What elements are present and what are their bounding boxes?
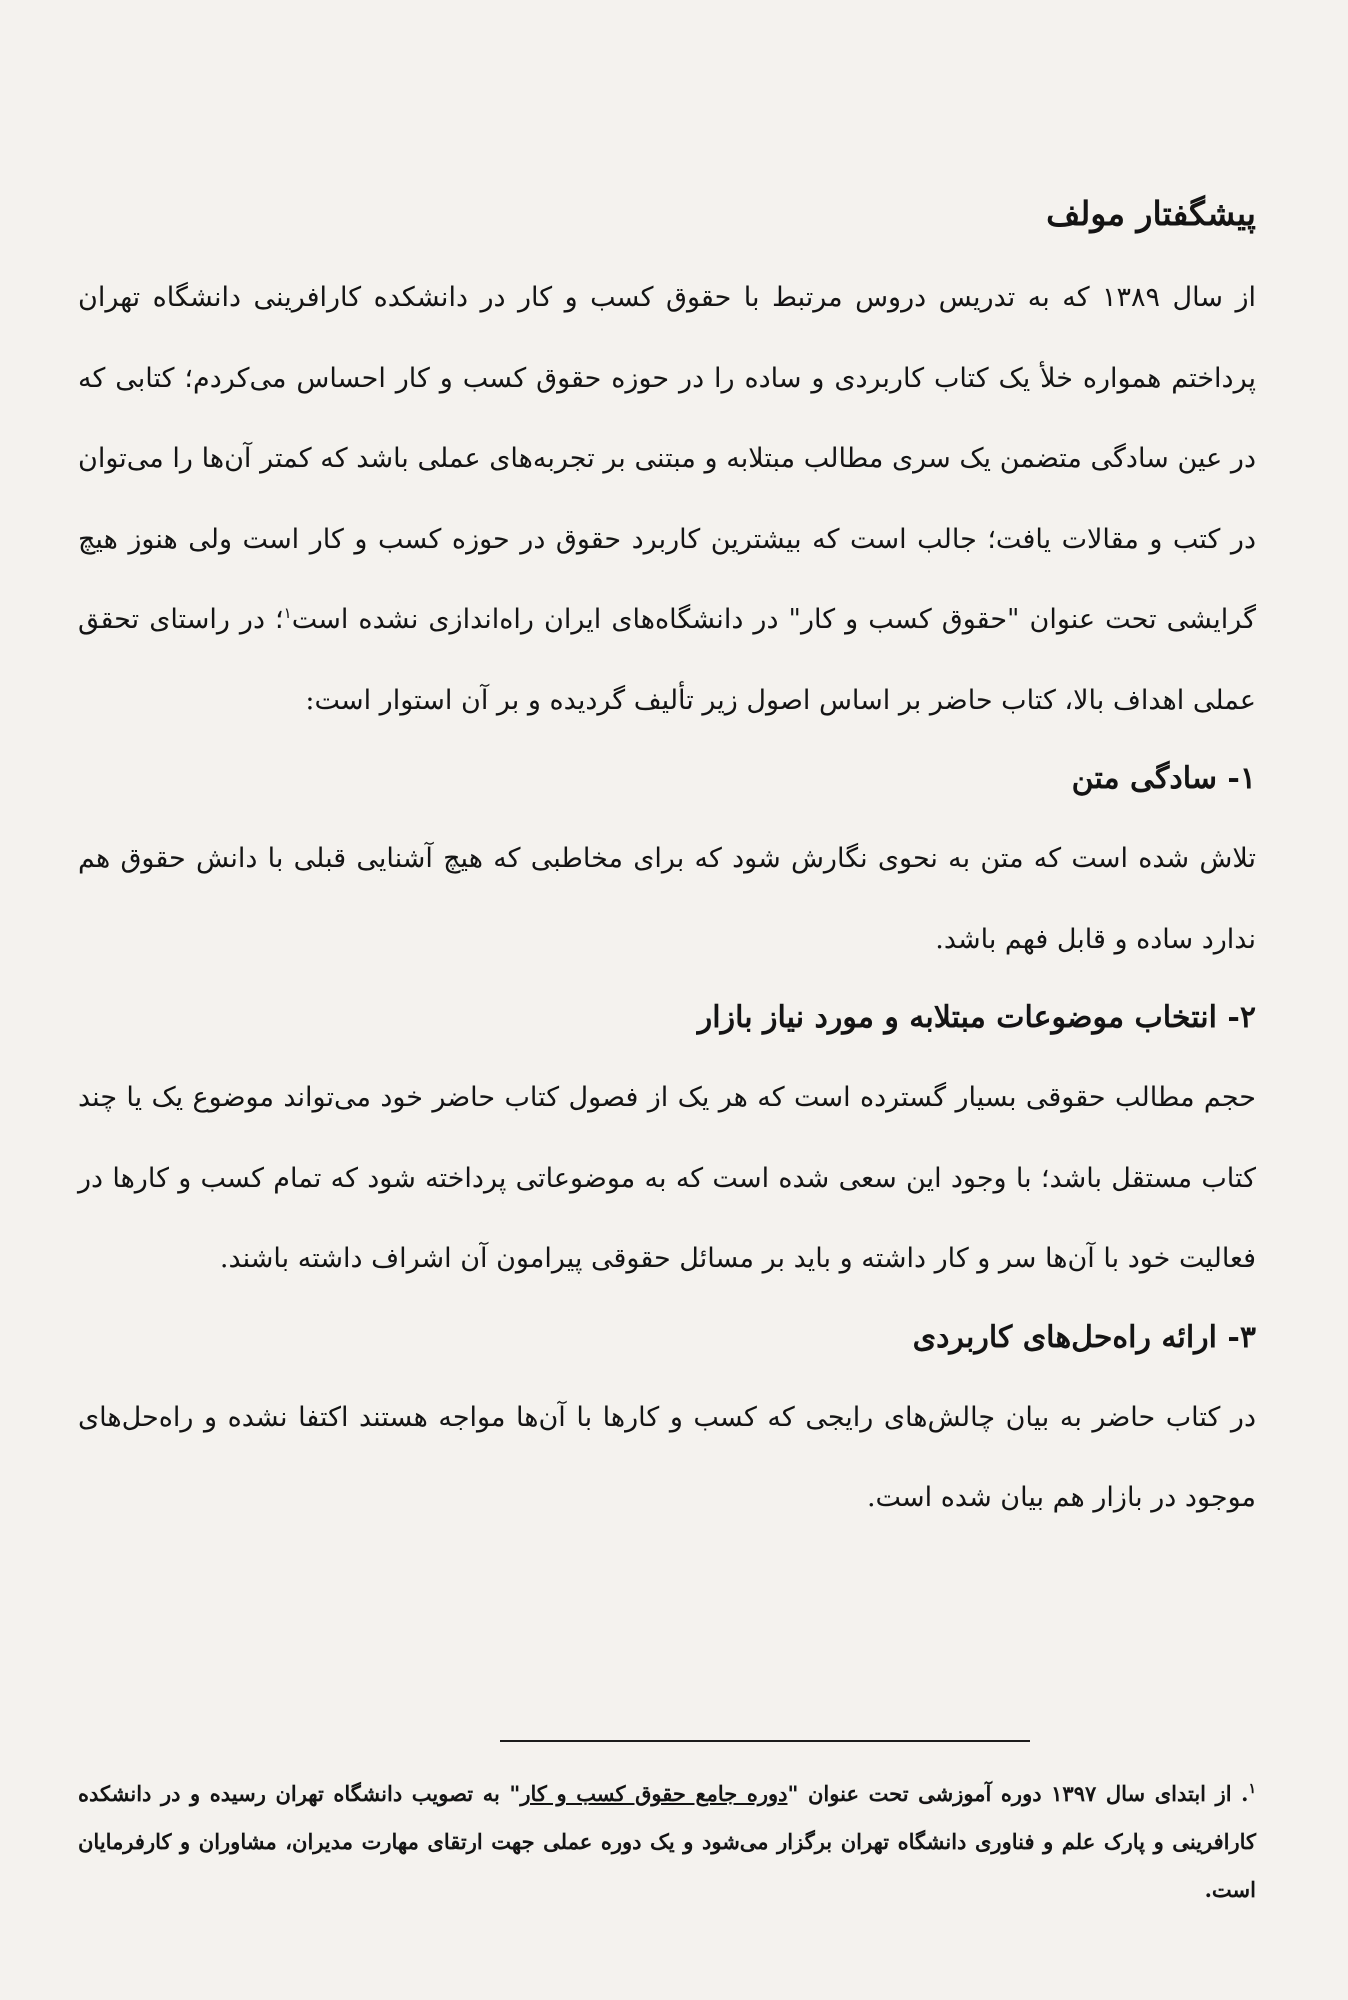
intro-text: از سال ۱۳۸۹ که به تدریس دروس مرتبط با حقوق کسب و کار در دانشکده کارافرینی دانشگاه تهران پرداختم همواره خلأ یک کتاب کاربردی و ساده را در حوزه حقوق کسب و کار احساس می‌کردم؛ کتابی که در عین سادگی متضمن یک سری مطالب مبتلابه و مبتنی بر تجربه‌های عملی باشد که کمتر آن‌ها را می‌توان در کتب و مقالات یافت؛ جالب است که بیشترین کاربرد حقوق در حوزه کسب و کار است ولی هنوز هیچ گرایشی تحت عنوان "حقوق کسب و کار" در دانشگاه‌های ایران راه‌اندازی نشده است — [78, 282, 1257, 635]
section-body-simplicity: تلاش شده است که متن به نحوی نگارش شود که برای مخاطبی که هیچ آشنایی قبلی با دانش حقوق هم ندارد ساده و قابل فهم باشد. — [78, 843, 1256, 955]
footnote-divider — [500, 1740, 1030, 1742]
footnote-reference[interactable]: ۱ — [283, 604, 292, 622]
page-title: پیشگفتار مولف — [1046, 194, 1256, 233]
section-heading-solutions: ۳- ارائه راه‌حل‌های کاربردی — [912, 1319, 1256, 1355]
section-heading-simplicity: ۱- سادگی متن — [1071, 761, 1256, 796]
intro-text-continued: ؛ در راستای تحقق عملی اهداف بالا، کتاب حاضر بر اساس اصول زیر تألیف گردیده و بر آن استوار است: — [78, 604, 1256, 716]
footnote-course-name: دوره جامع حقوق کسب و کار — [520, 1781, 788, 1806]
footnote-text-start: . از ابتدای سال ۱۳۹۷ دوره آموزشی تحت عنوان " — [787, 1781, 1249, 1806]
document-page — [78, 190, 1256, 1539]
intro-paragraph — [78, 258, 1256, 741]
footnote-text-end: " به تصویب دانشگاه تهران رسیده و در دانشکده کارافرینی و پارک علم و فناوری دانشگاه تهران برگزار می‌شود و یک دوره عملی جهت ارتقای مهارت مدیران، مشاوران و کارفرمایان است. — [78, 1781, 1256, 1902]
section-body-topics: حجم مطالب حقوقی بسیار گسترده است که هر یک از فصول کتاب حاضر خود می‌تواند موضوع یک یا چند کتاب مستقل باشد؛ با وجود این سعی شده است که به موضوعاتی پرداخته شود که تمام کسب و کارها در فعالیت خود با آن‌ها سر و کار داشته و باید بر مسائل حقوقی پیرامون آن اشراف داشته باشند. — [78, 1082, 1256, 1274]
section-body-solutions: در کتاب حاضر به بیان چالش‌های رایجی که کسب و کارها با آن‌ها مواجه هستند اکتفا نشده و راه‌حل‌های موجود در بازار هم بیان شده است. — [78, 1401, 1256, 1513]
footnote — [78, 1765, 1256, 1914]
footnote-mark: ۱ — [1248, 1781, 1256, 1797]
section-heading-topics: ۲- انتخاب موضوعات مبتلابه و مورد نیاز بازار — [697, 1000, 1256, 1035]
